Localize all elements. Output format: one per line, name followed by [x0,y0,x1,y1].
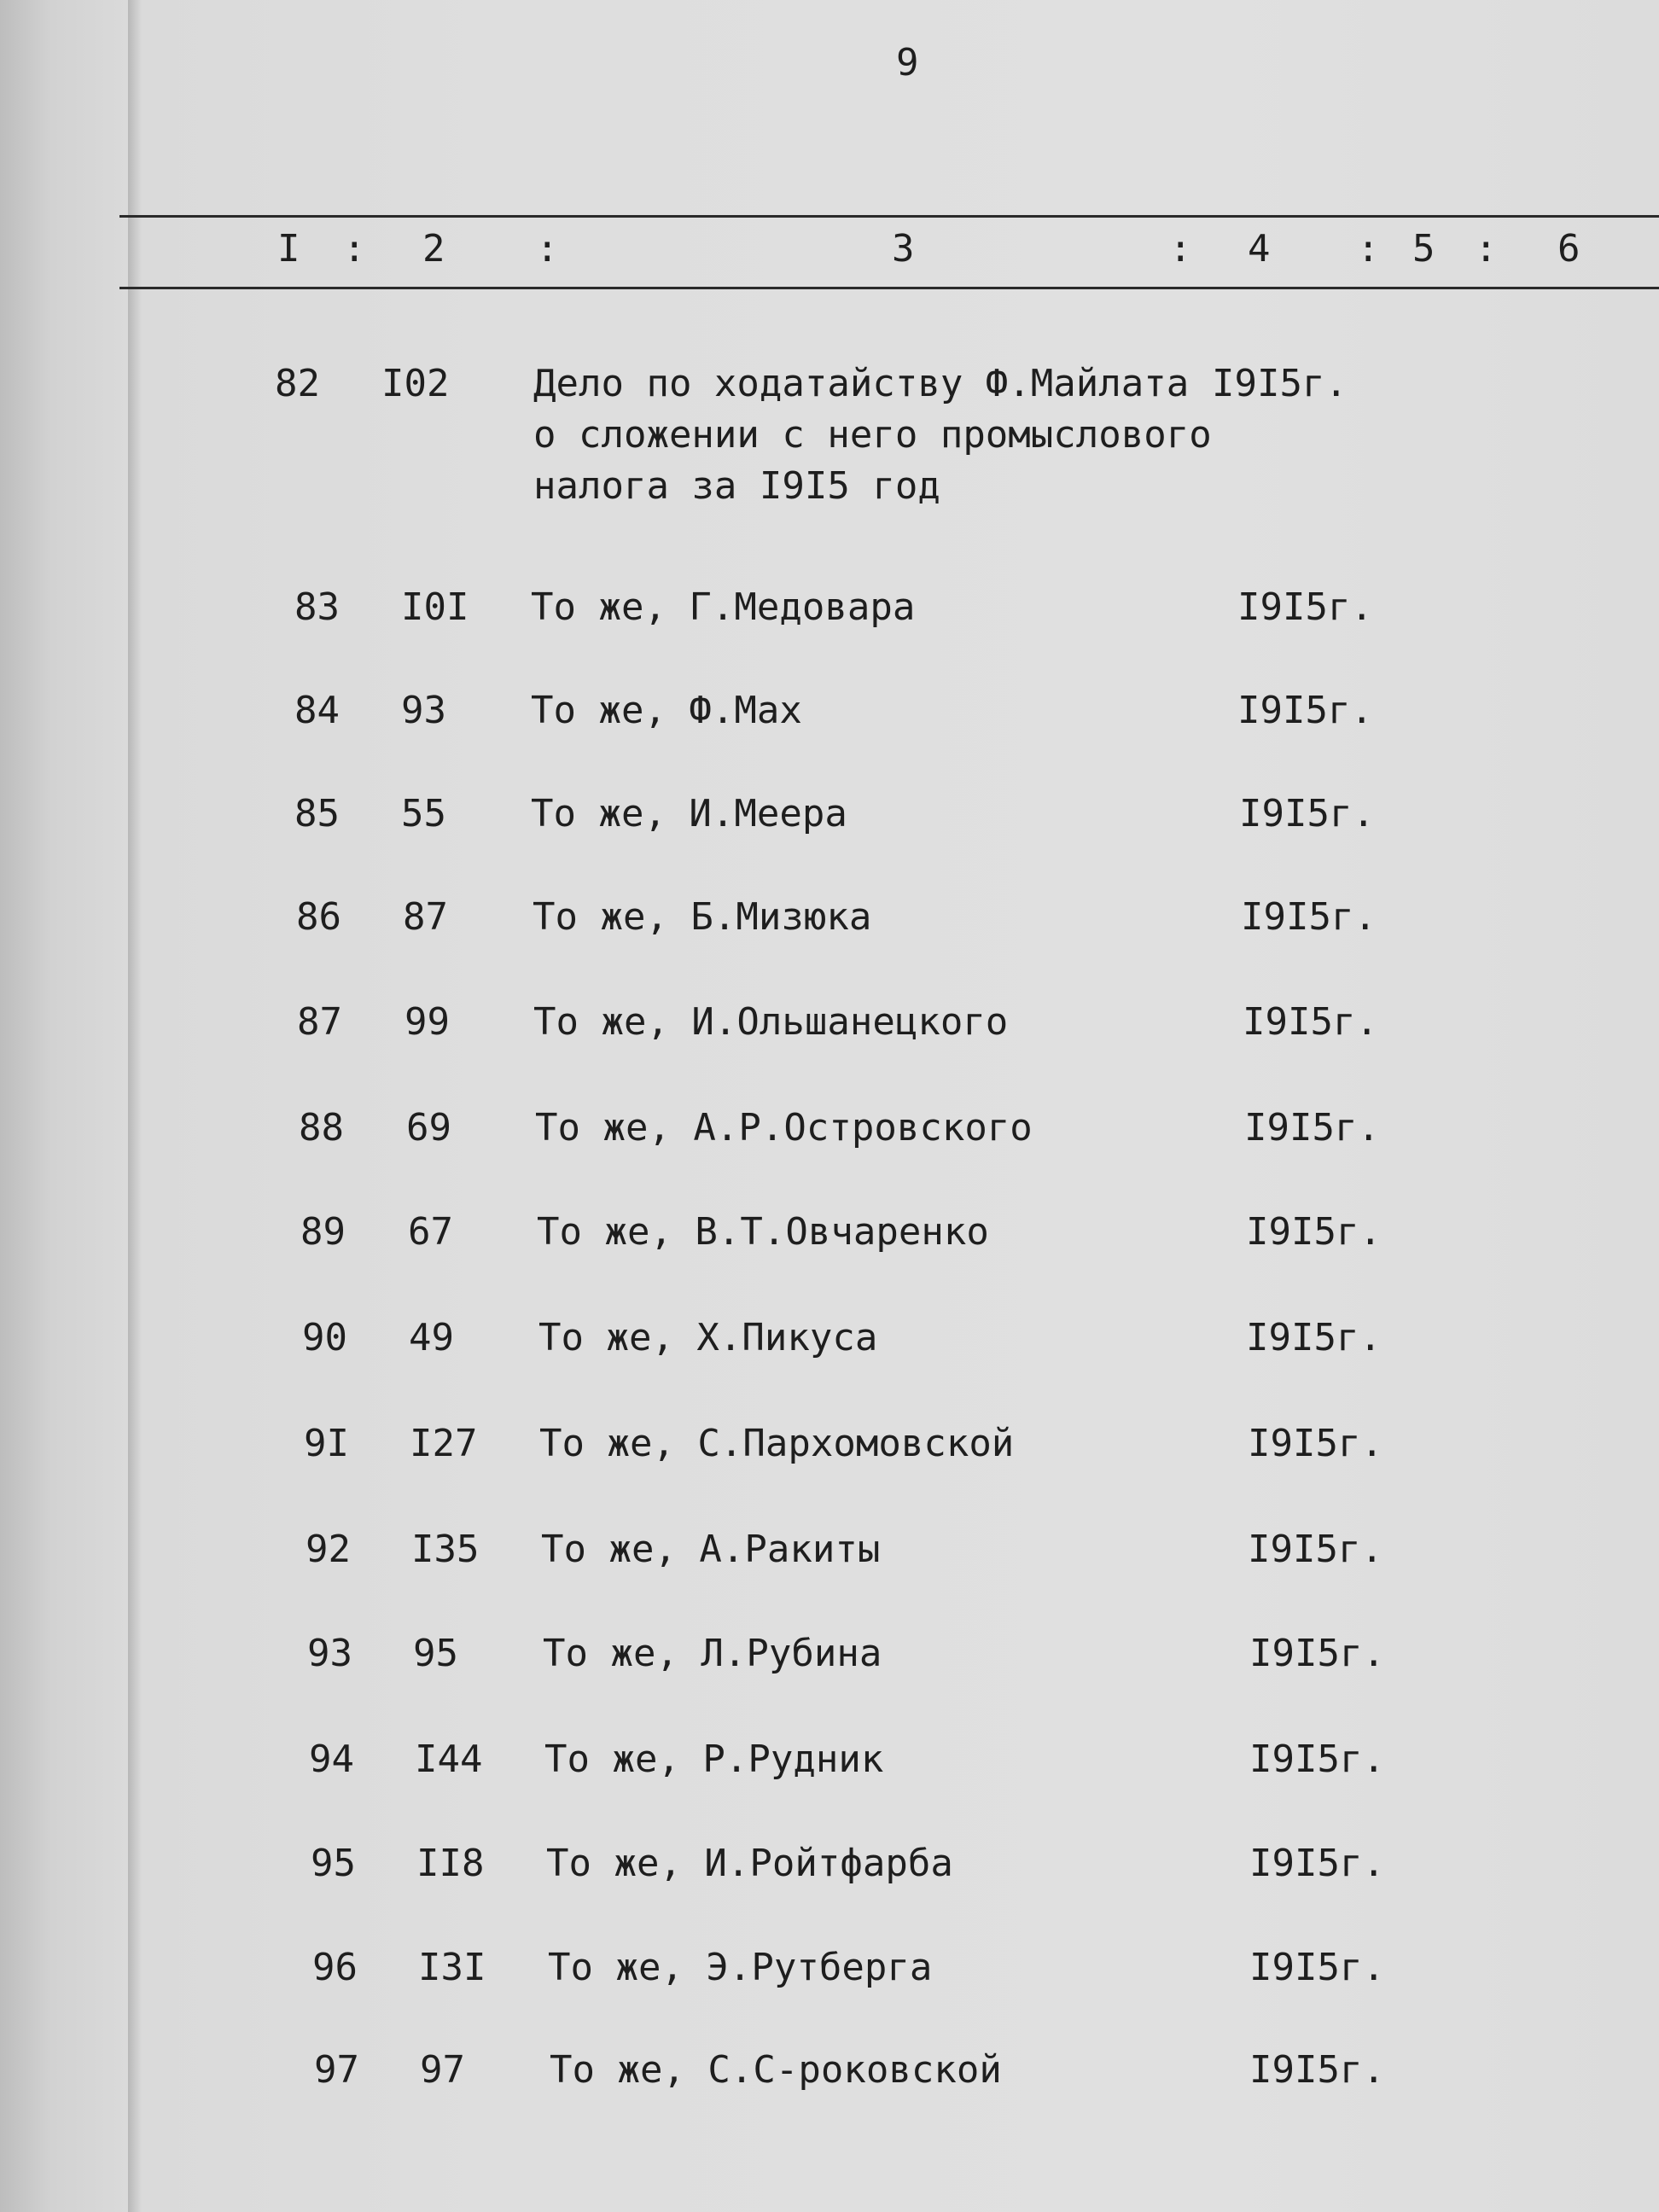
table-row [0,1628,1659,1679]
table-row [0,1524,1659,1575]
original-number: I44 [415,1738,483,1781]
description: То же, Х.Пикуса [538,1316,878,1359]
original-number: 69 [406,1106,451,1150]
year: I9I5г. [1249,2048,1385,2092]
description: То же, С.С-роковской [550,2048,1002,2092]
description: То же, Р.Рудник [544,1738,884,1781]
description: То же, В.Т.Овчаренко [537,1210,989,1254]
year: I9I5г. [1249,1738,1385,1781]
year: I9I5г. [1243,1000,1378,1044]
table-row [0,1313,1659,1364]
table-row [0,892,1659,943]
row-number: 86 [296,895,341,939]
description: То же, Л.Рубина [543,1632,882,1675]
year: I9I5г. [1246,1210,1382,1254]
description: То же, С.Пархомовской [539,1422,1015,1465]
column-separator: : [1357,227,1380,271]
year: I9I5г. [1237,689,1373,732]
row-number: 87 [297,1000,342,1044]
description: То же, Ф.Мах [531,689,802,732]
column-header-6: 6 [1557,227,1580,271]
column-separator: : [343,227,366,271]
original-number: I0I [401,585,469,629]
row-number: 84 [294,689,340,732]
description: То же, И.Меера [531,792,847,835]
original-number: 49 [409,1316,454,1359]
year: I9I5г. [1212,362,1348,405]
row-number: 82 [275,362,320,405]
column-header-2: 2 [422,227,445,271]
year: I9I5г. [1249,1946,1385,1989]
table-row [0,1418,1659,1470]
row-number: 94 [309,1738,354,1781]
year: I9I5г. [1237,585,1373,629]
row-number: 96 [312,1946,358,1989]
original-number: 97 [420,2048,465,2092]
table-row [0,2045,1659,2096]
row-description [533,358,1212,512]
description: То же, Б.Мизюка [533,895,872,939]
column-separator: : [536,227,559,271]
column-header-3: 3 [892,227,915,271]
year: I9I5г. [1241,895,1377,939]
year: I9I5г. [1244,1106,1380,1150]
description: То же, Г.Медовара [531,585,916,629]
year: I9I5г. [1248,1528,1383,1571]
row-number: 83 [294,585,340,629]
year: I9I5г. [1249,1842,1385,1885]
original-number: I3I [418,1946,486,1989]
year: I9I5г. [1249,1632,1385,1675]
table-row [0,1838,1659,1889]
table-row [0,1103,1659,1154]
description: То же, А.Ракиты [541,1528,881,1571]
table-row [0,1734,1659,1785]
description: То же, И.Ройтфарба [546,1842,953,1885]
table-row [0,1207,1659,1258]
year: I9I5г. [1246,1316,1382,1359]
description-line: налога за I9I5 год [533,464,940,508]
description: То же, И.Ольшанецкого [533,1000,1009,1044]
row-number: 95 [311,1842,356,1885]
row-number: 93 [307,1632,352,1675]
original-number: I02 [381,362,450,405]
description: То же, А.Р.Островского [535,1106,1033,1150]
column-separator: : [1169,227,1192,271]
original-number: 99 [405,1000,450,1044]
original-number: 55 [401,792,446,835]
row-number: 9I [304,1422,349,1465]
description: То же, Э.Рутберга [548,1946,933,1989]
table-row [0,789,1659,840]
table-row [0,997,1659,1048]
column-header-5: 5 [1412,227,1435,271]
page-number: 9 [896,41,919,84]
original-number: 95 [413,1632,458,1675]
year: I9I5г. [1239,792,1375,835]
row-number: 88 [299,1106,344,1150]
row-number: 89 [300,1210,346,1254]
original-number: I27 [410,1422,478,1465]
original-number: 93 [401,689,446,732]
table-row [0,582,1659,633]
row-number: 97 [314,2048,359,2092]
table-row [0,685,1659,736]
row-number: 90 [302,1316,347,1359]
description-line: о сложении с него промыслового [533,413,1212,457]
column-header-4: 4 [1248,227,1271,271]
original-number: 67 [408,1210,453,1254]
row-number: 92 [306,1528,351,1571]
column-separator: : [1475,227,1498,271]
year: I9I5г. [1248,1422,1383,1465]
header-bottom-rule [119,287,1659,289]
header-top-rule [119,215,1659,218]
row-number: 85 [294,792,340,835]
table-row [0,1942,1659,1994]
original-number: II8 [416,1842,485,1885]
original-number: 87 [403,895,448,939]
original-number: I35 [411,1528,480,1571]
column-header-1: I [277,227,300,271]
description-line: Дело по ходатайству Ф.Майлата [533,362,1190,405]
